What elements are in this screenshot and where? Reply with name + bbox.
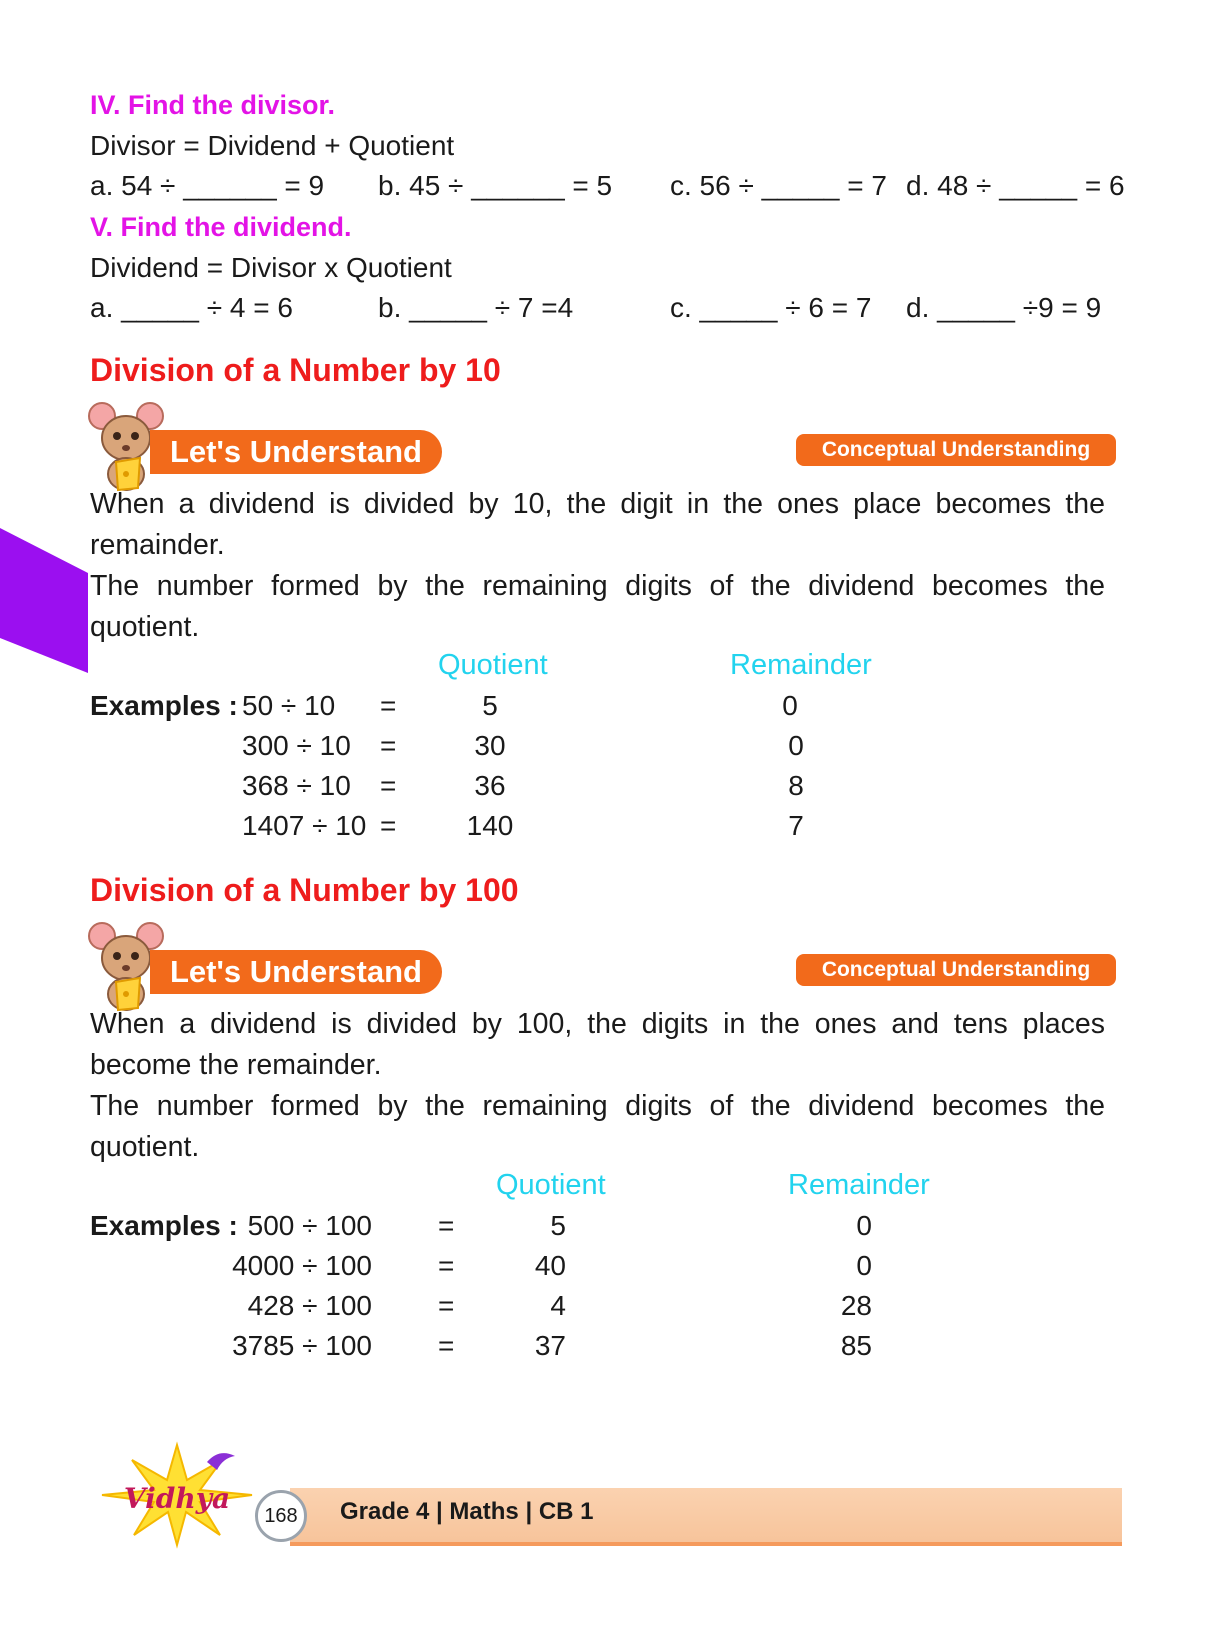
equals-sign: = <box>380 690 397 721</box>
lets-understand-banner: Let's Understand <box>150 430 442 474</box>
divisor-item-a: a. 54 ÷ ______ = 9 <box>90 170 325 201</box>
page-number: 168 <box>264 1505 298 1527</box>
divisor-item-c: c. 56 ÷ _____ = 7 <box>670 170 887 201</box>
conceptual-understanding-tag: Conceptual Understanding <box>796 434 1116 466</box>
equals-sign: = <box>438 1330 455 1361</box>
examples-label: Examples : <box>90 690 238 721</box>
example-expression: 500 ÷ 100 <box>247 1210 372 1241</box>
remainder-value: 0 <box>788 730 804 761</box>
divisor-item-b: b. 45 ÷ ______ = 5 <box>378 170 613 201</box>
remainder-header: Remainder <box>788 1169 930 1201</box>
example-expression: 50 ÷ 10 <box>242 690 336 721</box>
quotient-value: 30 <box>474 730 506 761</box>
dividend-heading: V. Find the dividend. <box>90 212 352 242</box>
by10-paragraph-1: When a dividend is divided by 10, the digit in the ones place becomes the remainder. <box>90 488 1105 561</box>
equals-sign: = <box>380 810 397 841</box>
remainder-value: 0 <box>856 1210 872 1241</box>
quotient-value: 40 <box>534 1250 566 1281</box>
example-expression: 368 ÷ 10 <box>242 770 351 801</box>
divisor-heading: IV. Find the divisor. <box>90 90 336 120</box>
remainder-value: 7 <box>788 810 804 841</box>
examples-label: Examples : <box>90 1210 238 1241</box>
conceptual-understanding-tag: Conceptual Understanding <box>796 954 1116 986</box>
page-number-badge <box>255 1490 307 1542</box>
footer-book-title: Grade 4 | Maths | CB 1 <box>340 1498 594 1525</box>
example-expression: 428 ÷ 100 <box>247 1290 372 1321</box>
remainder-value: 8 <box>788 770 804 801</box>
quotient-header: Quotient <box>496 1169 606 1201</box>
by100-paragraph-2: The number formed by the remaining digits of the dividend becomes the quotient. <box>90 1090 1105 1163</box>
logo-text: Vidhya <box>123 1482 231 1515</box>
quotient-value: 36 <box>474 770 506 801</box>
remainder-header: Remainder <box>730 649 872 681</box>
divisor-item-d: d. 48 ÷ _____ = 6 <box>906 170 1125 201</box>
example-expression: 1407 ÷ 10 <box>242 810 367 841</box>
equals-sign: = <box>438 1290 455 1321</box>
example-expression: 300 ÷ 10 <box>242 730 351 761</box>
quotient-header: Quotient <box>438 649 548 681</box>
equals-sign: = <box>438 1250 455 1281</box>
dividend-item-b: b. _____ ÷ 7 =4 <box>378 292 574 323</box>
quotient-value: 5 <box>550 1210 566 1241</box>
side-tab-decoration <box>0 528 90 673</box>
quotient-value: 140 <box>466 810 514 841</box>
lets-understand-banner: Let's Understand <box>150 950 442 994</box>
quotient-value: 4 <box>550 1290 566 1321</box>
dividend-item-c: c. _____ ÷ 6 = 7 <box>670 292 872 323</box>
dividend-item-a: a. _____ ÷ 4 = 6 <box>90 292 293 323</box>
equals-sign: = <box>438 1210 455 1241</box>
by100-paragraph-1: When a dividend is divided by 100, the digits in the ones and tens places become the remainder. <box>90 1008 1105 1081</box>
equals-sign: = <box>380 730 397 761</box>
dividend-formula: Dividend = Divisor x Quotient <box>90 252 452 283</box>
remainder-value: 0 <box>782 690 798 721</box>
vidhya-logo-icon <box>92 1440 262 1550</box>
by10-paragraph-2: The number formed by the remaining digits of the dividend becomes the quotient. <box>90 570 1105 643</box>
remainder-value: 85 <box>840 1330 872 1361</box>
section-title-by-100: Division of a Number by 100 <box>90 872 519 908</box>
section-title-by-10: Division of a Number by 10 <box>90 352 501 388</box>
quotient-value: 5 <box>482 690 498 721</box>
remainder-value: 0 <box>856 1250 872 1281</box>
quotient-value: 37 <box>534 1330 566 1361</box>
equals-sign: = <box>380 770 397 801</box>
remainder-value: 28 <box>840 1290 872 1321</box>
example-expression: 3785 ÷ 100 <box>232 1330 372 1361</box>
example-expression: 4000 ÷ 100 <box>232 1250 372 1281</box>
divisor-formula: Divisor = Dividend + Quotient <box>90 130 455 161</box>
dividend-item-d: d. _____ ÷9 = 9 <box>906 292 1102 323</box>
